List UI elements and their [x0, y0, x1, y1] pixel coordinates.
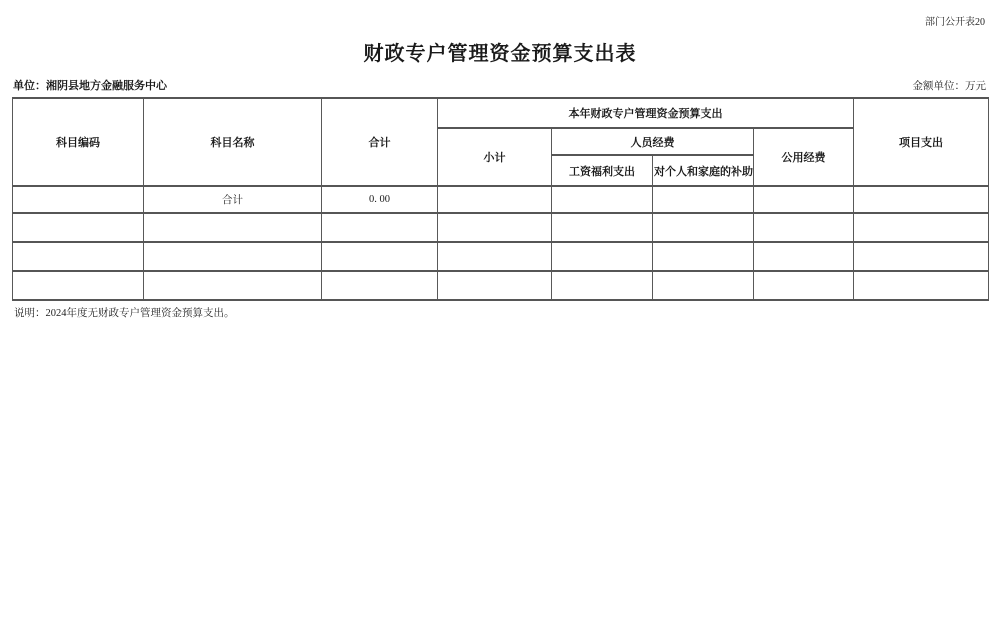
cell-project-expenditure	[854, 271, 989, 300]
cell-individual-family-subsidy	[653, 186, 754, 213]
table-body	[13, 186, 989, 300]
cell-subject-code	[13, 186, 144, 213]
header-current-year-group: 本年财政专户管理资金预算支出	[438, 98, 854, 128]
header-total: 合计	[322, 98, 438, 186]
cell-public-funds	[754, 242, 854, 271]
unit-label: 单位：湘阴县地方金融服务中心	[13, 80, 167, 92]
cell-subject-name	[144, 242, 322, 271]
header-individual-family-subsidy: 对个人和家庭的补助	[653, 155, 754, 186]
cell-total	[322, 213, 438, 242]
cell-public-funds	[754, 186, 854, 213]
header-personnel-funds: 人员经费	[552, 128, 754, 155]
header-salary-welfare: 工资福利支出	[552, 155, 653, 186]
table-row	[13, 271, 989, 300]
cell-salary-welfare	[552, 213, 653, 242]
cell-subject-code	[13, 271, 144, 300]
cell-individual-family-subsidy	[653, 271, 754, 300]
table-row	[13, 213, 989, 242]
cell-subtotal	[438, 271, 552, 300]
cell-salary-welfare	[552, 271, 653, 300]
cell-project-expenditure	[854, 213, 989, 242]
cell-total: 0. 00	[322, 186, 438, 213]
header-project-expenditure: 项目支出	[854, 98, 989, 186]
header-subject-name: 科目名称	[144, 98, 322, 186]
table-row	[13, 242, 989, 271]
table-row	[13, 186, 989, 213]
cell-salary-welfare	[552, 186, 653, 213]
cell-subtotal	[438, 242, 552, 271]
cell-public-funds	[754, 213, 854, 242]
table-header	[13, 98, 989, 186]
header-subtotal: 小计	[438, 128, 552, 186]
corner-table-number: 部门公开表20	[925, 17, 985, 28]
cell-subject-name	[144, 213, 322, 242]
cell-salary-welfare	[552, 242, 653, 271]
table-header-row-1	[13, 98, 989, 128]
cell-individual-family-subsidy	[653, 242, 754, 271]
meta-row	[13, 77, 986, 93]
header-public-funds: 公用经费	[754, 128, 854, 186]
amount-unit-label: 金额单位：万元	[912, 81, 986, 92]
cell-subtotal	[438, 213, 552, 242]
header-subject-code: 科目编码	[13, 98, 144, 186]
cell-subtotal	[438, 186, 552, 213]
note-text: 说明：2024年度无财政专户管理资金预算支出。	[14, 308, 235, 319]
budget-table	[12, 97, 989, 301]
cell-total	[322, 271, 438, 300]
cell-total	[322, 242, 438, 271]
cell-public-funds	[754, 271, 854, 300]
page-title: 财政专户管理资金预算支出表	[363, 43, 637, 65]
cell-subject-code	[13, 242, 144, 271]
cell-project-expenditure	[854, 186, 989, 213]
cell-project-expenditure	[854, 242, 989, 271]
cell-subject-name	[144, 271, 322, 300]
cell-subject-name: 合计	[144, 186, 322, 213]
cell-subject-code	[13, 213, 144, 242]
cell-individual-family-subsidy	[653, 213, 754, 242]
